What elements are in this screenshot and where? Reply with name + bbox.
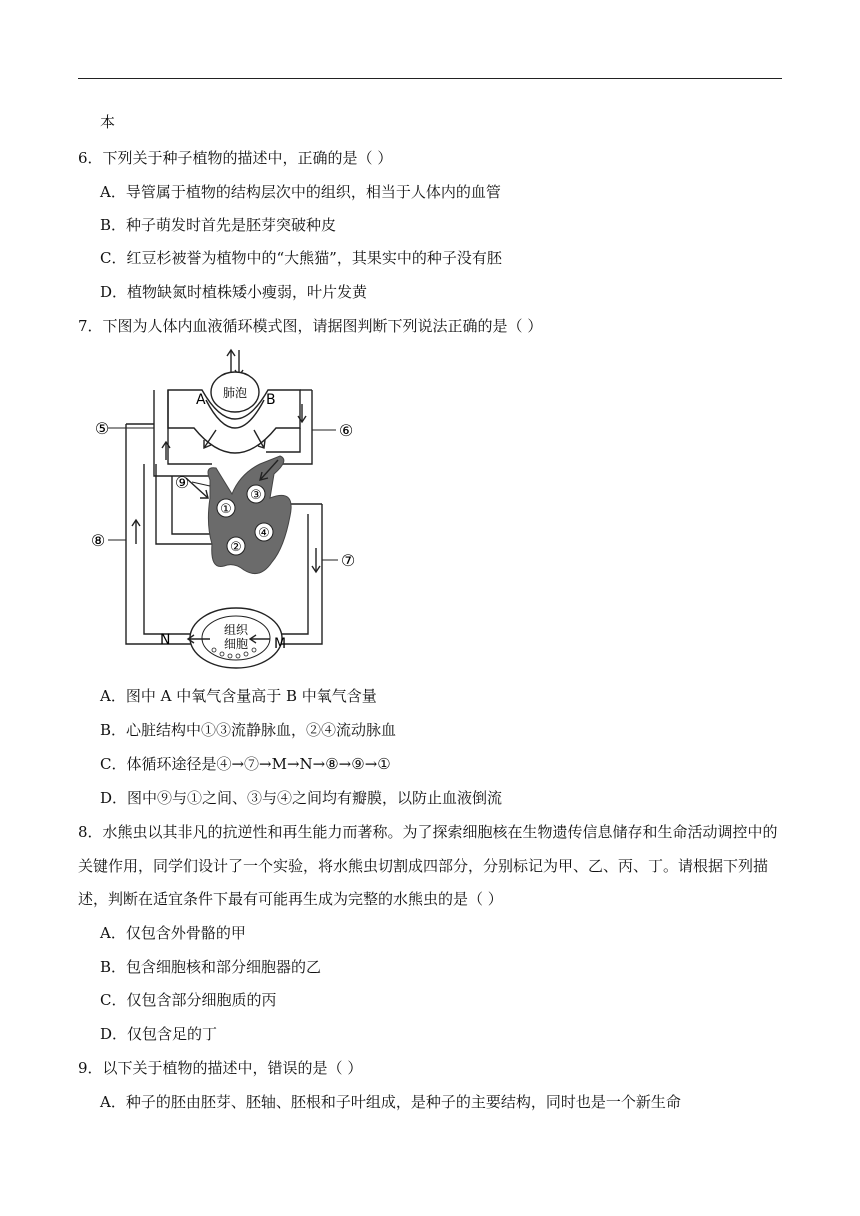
continuation-text: 本 [100,113,116,131]
question-7-stem: 7．下图为人体内血液循环模式图，请据图判断下列说法正确的是（ ） [78,317,543,335]
question-6-option-d: D．植物缺氮时植株矮小瘦弱，叶片发黄 [100,283,368,301]
question-8-stem-line3: 述，判断在适宜条件下最有可能再生成为完整的水熊虫的是（ ） [78,890,503,908]
question-7-option-d: D．图中⑨与①之间、③与④之间均有瓣膜，以防止血液倒流 [100,789,503,807]
label-a: A [196,392,206,408]
alveolus-label: 肺泡 [222,386,248,400]
question-6-option-a: A．导管属于植物的结构层次中的组织，相当于人体内的血管 [100,183,501,201]
question-6-option-b: B．种子萌发时首先是胚芽突破种皮 [100,216,337,234]
question-8-option-d: D．仅包含足的丁 [100,1025,218,1043]
question-8-stem-line1: 8．水熊虫以其非凡的抗逆性和再生能力而著称。为了探索细胞核在生物遗传信息储存和生命活动调控中的 [78,823,778,841]
label-6: ⑥ [338,421,354,440]
label-3: ③ [250,488,262,503]
question-7-option-a: A．图中 A 中氧气含量高于 B 中氧气含量 [100,687,377,705]
label-9: ⑨ [174,473,190,492]
label-8: ⑧ [90,531,106,550]
question-8-option-b: B．包含细胞核和部分细胞器的乙 [100,958,322,976]
label-7: ⑦ [340,551,356,570]
question-9-stem: 9．以下关于植物的描述中，错误的是（ ） [78,1059,363,1077]
label-m: M [274,636,287,652]
tissue-label-line1: 组织 [223,623,249,637]
question-6-option-c: C．红豆杉被誉为植物中的“大熊猫”，其果实中的种子没有胚 [100,249,502,267]
label-n: N [160,632,171,648]
question-8-option-a: A．仅包含外骨骼的甲 [100,924,246,942]
label-b: B [266,392,276,408]
tissue-label-line2: 细胞 [223,637,249,651]
label-1: ① [220,502,232,517]
blood-circulation-diagram [84,348,374,688]
label-4: ④ [258,526,270,541]
label-5: ⑤ [94,419,110,438]
question-8-stem-line2: 关键作用，同学们设计了一个实验，将水熊虫切割成四部分，分别标记为甲、乙、丙、丁。请根据下列描 [78,857,769,875]
question-9-option-a: A．种子的胚由胚芽、胚轴、胚根和子叶组成，是种子的主要结构，同时也是一个新生命 [100,1093,681,1111]
question-7-option-c: C．体循环途径是④→⑦→M→N→⑧→⑨→① [100,755,391,773]
label-2: ② [230,540,242,555]
question-7-option-b: B．心脏结构中①③流静脉血，②④流动脉血 [100,721,397,739]
question-8-option-c: C．仅包含部分细胞质的丙 [100,991,277,1009]
header-rule [78,78,782,79]
question-6-stem: 6．下列关于种子植物的描述中，正确的是（ ） [78,149,393,167]
